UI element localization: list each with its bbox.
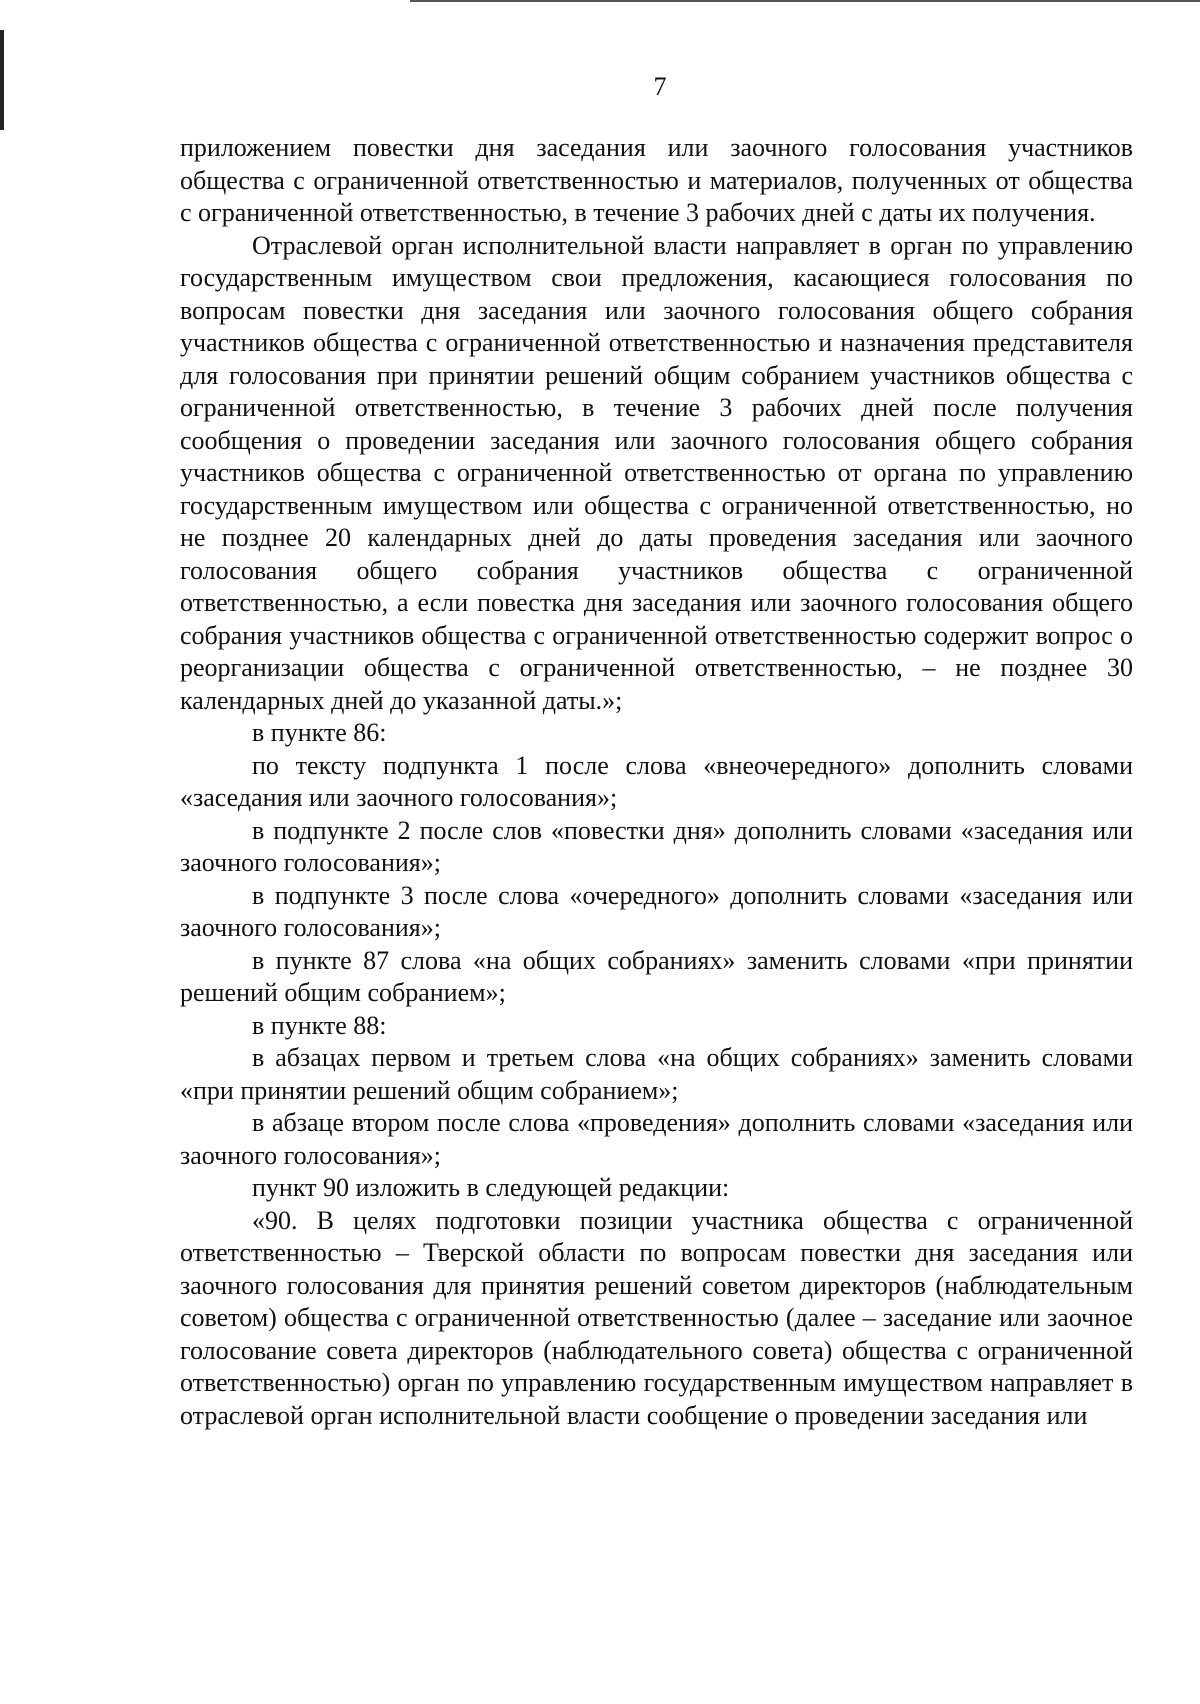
paragraph: в подпункте 3 после слова «очередного» дополнить словами «заседания или заочного голосования»; <box>180 880 1133 942</box>
page-number: 7 <box>653 72 667 101</box>
paragraph: в абзаце втором после слова «проведения» дополнить словами «заседания или заочного голосования»; <box>180 1108 1133 1170</box>
paragraph: пункт 90 изложить в следующей редакции: <box>252 1173 730 1202</box>
paragraph: Отраслевой орган исполнительной власти направляет в орган по управлению государственным имуществом свои предложения, касающиеся голосования по вопросам повестки дня заседания или заочного голосования общего собрания участников общества с ограниченной ответственностью и назначения представителя для голосования при принятии решений общим собранием участников общества с ограниченной ответственностью, в течение 3 рабочих дней после получения сообщения о проведении заседания или заочного голосования общего собрания участников общества с ограниченной ответственностью от органа по управлению государственным имуществом или общества с ограниченной ответственностью, но не позднее 20 календарных дней до даты проведения заседания или заочного голосования общего собрания участников общества с ограниченной ответственностью, а если повестка дня заседания или заочного голосования общего собрания участников общества с ограниченной ответственностью содержит вопрос о реорганизации общества с ограниченной ответственностью, – не позднее 30 календарных дней до указанной даты.»; <box>180 230 1133 715</box>
paragraph: «90. В целях подготовки позиции участника общества с ограниченной ответственностью – Тверской области по вопросам повестки дня заседания или заочного голосования для принятия решений советом директоров (наблюдательным советом) общества с ограниченной ответственностью (далее – заседание или заочное голосование совета директоров (наблюдательного совета) общества с ограниченной ответственностью) орган по управлению государственным имуществом направляет в отраслевой орган исполнительной власти сообщение о проведении заседания или <box>180 1205 1133 1430</box>
paragraph: в пункте 87 слова «на общих собраниях» заменить словами «при принятии решений общим собранием»; <box>180 945 1133 1007</box>
document-body <box>180 132 1133 1432</box>
paragraph: приложением повестки дня заседания или заочного голосования участников общества с ограниченной ответственностью и материалов, полученных от общества с ограниченной ответственностью, в течение 3 рабочих дней с даты их получения. <box>180 133 1133 227</box>
paragraph: по тексту подпункта 1 после слова «внеочередного» дополнить словами «заседания или заочного голосования»; <box>180 750 1133 812</box>
paragraph: в пункте 86: <box>252 718 387 747</box>
paragraph: в пункте 88: <box>252 1010 387 1040</box>
paragraph: в абзацах первом и третьем слова «на общих собраниях» заменить словами «при принятии решений общим собранием»; <box>180 1043 1133 1105</box>
scan-edge-top <box>410 0 1200 2</box>
paragraph: в подпункте 2 после слов «повестки дня» дополнить словами «заседания или заочного голосования»; <box>180 815 1133 877</box>
